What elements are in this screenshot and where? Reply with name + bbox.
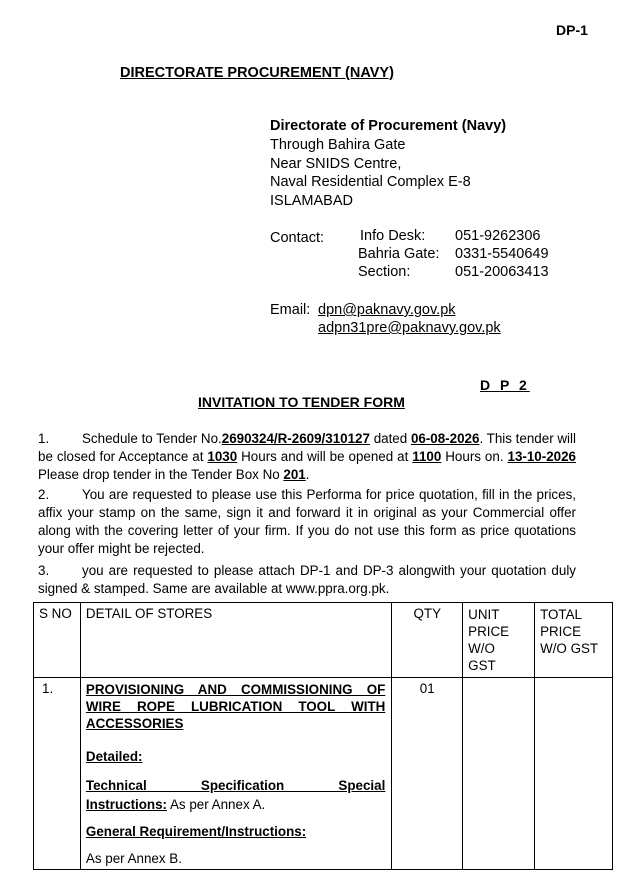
paragraph-text: You are requested to please use this Performa for price quotation, fill in the prices, affix your stamp on the same, sign it and forward it in original as your Commercial offer along with the covering letter of your firm. If you do not use this form as price quotations your offer might be rejected. (38, 487, 576, 556)
technical-spec-value: As per Annex A. (167, 797, 266, 812)
item-title: PROVISIONING AND COMMISSIONING OF WIRE ROPE LUBRICATION TOOL WITH ACCESSORIES (85, 682, 386, 731)
paragraph-3 (38, 562, 576, 598)
row-qty (392, 678, 463, 870)
row-total-price[interactable] (535, 678, 613, 870)
header-total-price (535, 603, 613, 678)
paragraph-text: you are requested to please attach DP-1 and DP-3 alongwith your quotation duly signed & stamped. Same are available at www.ppra.org.pk. (38, 563, 576, 596)
email-link[interactable]: adpn31pre@paknavy.gov.pk (318, 320, 501, 336)
dp2-marker: D P 2 (480, 377, 530, 393)
detailed-label: Detailed: (85, 749, 143, 764)
paragraph-text: Schedule to Tender No. (82, 431, 222, 446)
address-line: Through Bahira Gate (270, 137, 406, 153)
technical-spec-label: Technical Specification Special Instructions: (85, 778, 386, 812)
contact-info-desk-value: 051-9262306 (455, 228, 541, 244)
paragraph-text: . This tender will be closed for Acceptance at (38, 431, 576, 464)
table-row (34, 678, 613, 870)
row-qty-value: 01 (419, 681, 435, 696)
row-unit-price[interactable] (463, 678, 535, 870)
row-sno-value: 1. (42, 681, 54, 696)
header-unit-price-line: GST (468, 658, 496, 673)
tender-number: 2690324/R-2609/310127 (221, 431, 370, 446)
header-qty (392, 603, 463, 678)
contact-label: Contact: (270, 230, 324, 246)
technical-spec (86, 776, 385, 814)
general-requirement-value: As per Annex B. (85, 851, 182, 866)
contact-info-desk-label: Info Desk: (360, 228, 426, 244)
address-city: ISLAMABAD (270, 193, 353, 209)
paragraph-text: Hours and will be opened at (237, 449, 413, 464)
header-unit-price-line: W/O (468, 641, 495, 656)
header-unit-price-line: UNIT (468, 607, 500, 622)
email-label: Email: (270, 302, 311, 318)
row-sno (34, 678, 81, 870)
tender-date: 06-08-2026 (410, 431, 480, 446)
paragraph-text: . (305, 467, 310, 482)
header-total-price-line: W/O GST (540, 641, 599, 656)
page-heading: DIRECTORATE PROCUREMENT (NAVY) (120, 65, 394, 81)
paragraph-text: Hours on. (441, 449, 508, 464)
header-detail: DETAIL OF STORES (80, 603, 391, 678)
form-title: INVITATION TO TENDER FORM (198, 394, 405, 410)
header-sno: S NO (34, 603, 81, 678)
tender-box-number: 201 (283, 467, 306, 482)
header-total-price-line: PRICE (540, 624, 582, 639)
address-org: Directorate of Procurement (Navy) (270, 118, 507, 134)
contact-bahria-gate-label: Bahria Gate: (358, 246, 440, 262)
paragraph-2 (38, 486, 576, 558)
header-unit-price-line: PRICE (468, 624, 510, 639)
contact-section-value: 051-20063413 (455, 264, 549, 280)
header-qty-label: QTY (413, 606, 442, 621)
header-total-price-line: TOTAL (540, 607, 582, 622)
email-link[interactable]: dpn@paknavy.gov.pk (318, 302, 456, 318)
header-unit-price (463, 603, 535, 678)
paragraph-number: 1. (38, 431, 50, 446)
table-header-row (34, 603, 613, 678)
opening-time: 1100 (412, 449, 442, 464)
paragraph-number: 3. (38, 563, 50, 578)
paragraph-text: Please drop tender in the Tender Box No (38, 467, 284, 482)
paragraph-number: 2. (38, 487, 50, 502)
general-requirement-label: General Requirement/Instructions: (85, 824, 307, 839)
paragraph-text: dated (369, 431, 411, 446)
row-detail (80, 678, 391, 870)
contact-bahria-gate-value: 0331-5540649 (455, 246, 549, 262)
stores-table (33, 602, 613, 870)
paragraph-1 (38, 430, 576, 484)
address-line: Near SNIDS Centre, (270, 156, 402, 172)
opening-date: 13-10-2026 (507, 449, 576, 464)
closing-time: 1030 (207, 449, 238, 464)
page-code: DP-1 (556, 22, 588, 38)
address-line: Naval Residential Complex E-8 (270, 174, 471, 190)
contact-section-label: Section: (358, 264, 411, 280)
